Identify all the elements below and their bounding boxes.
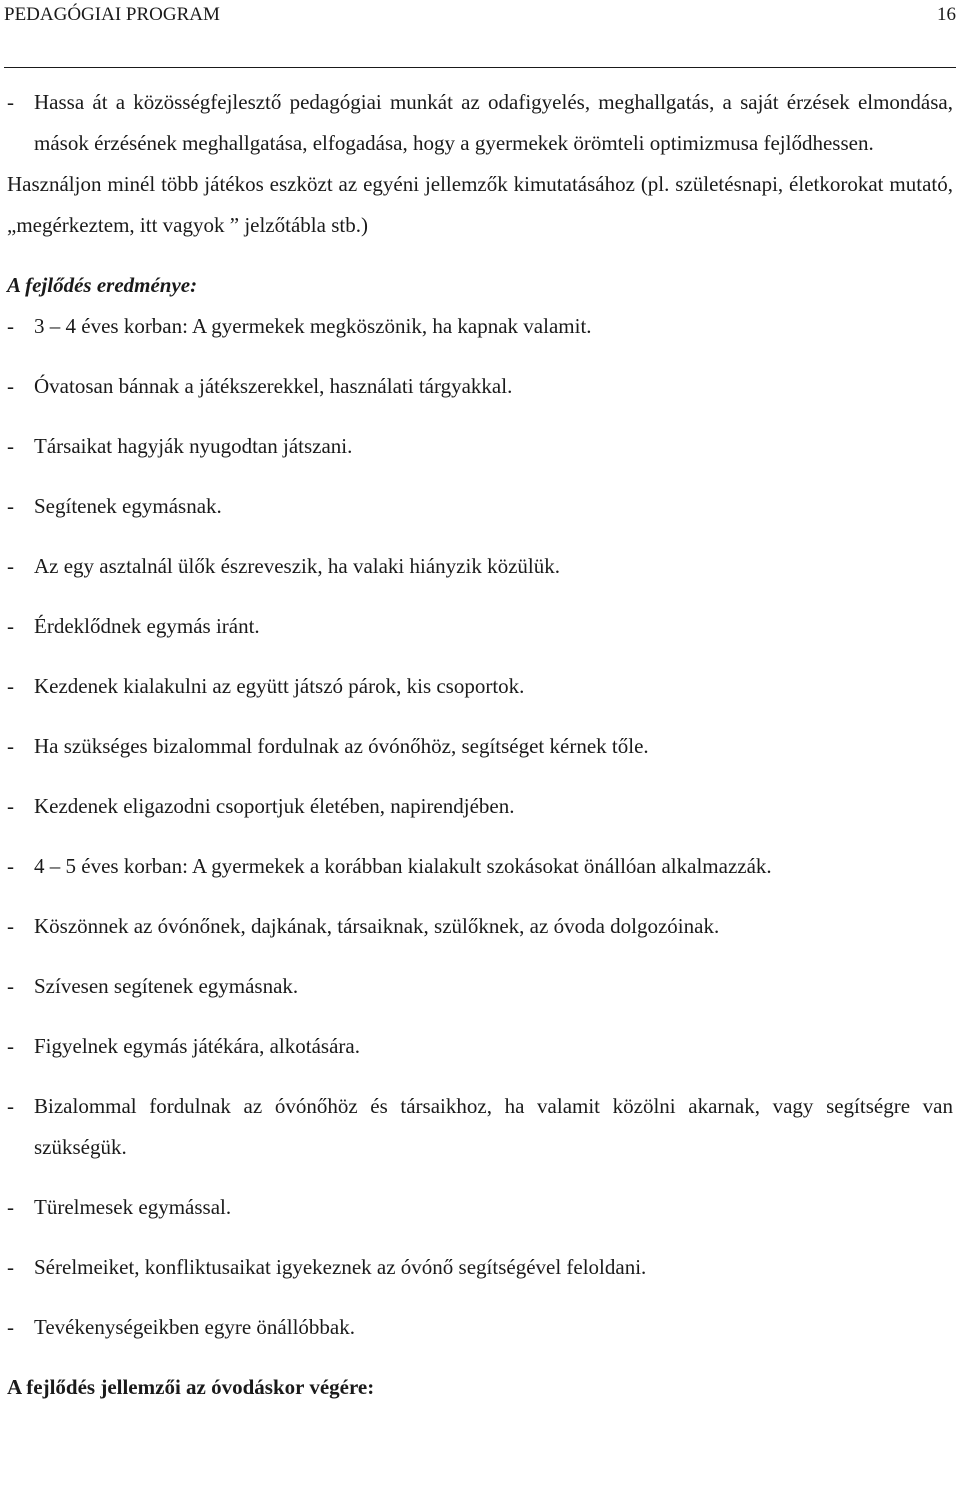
list-item-text: Segítenek egymásnak. <box>34 494 222 518</box>
section-heading-results: A fejlődés eredménye: <box>7 273 198 297</box>
list-bullet: - <box>7 1315 14 1339</box>
intro-paragraph: Használjon minél több játékos eszközt az egyéni jellemzők kimutatásához (pl. születésnapi, életkorokat mutató, „megérkeztem, itt vagyok ” jelzőtábla stb.) <box>7 172 953 237</box>
list-bullet: - <box>7 1034 14 1058</box>
list-item <box>7 606 953 647</box>
list-bullet: - <box>7 614 14 638</box>
list-bullet: - <box>7 90 14 114</box>
intro-list-item <box>7 82 953 164</box>
list-bullet: - <box>7 794 14 818</box>
document-body <box>7 82 953 1408</box>
list-item <box>7 846 953 887</box>
list-item-text: Szívesen segítenek egymásnak. <box>34 974 299 998</box>
header-title: PEDAGÓGIAI PROGRAM <box>4 4 220 25</box>
list-item <box>7 1187 953 1228</box>
list-item <box>7 366 953 407</box>
list-item-text: Köszönnek az óvónőnek, dajkának, társaiknak, szülőknek, az óvoda dolgozóinak. <box>34 914 720 938</box>
list-item <box>7 1026 953 1067</box>
list-bullet: - <box>7 494 14 518</box>
list-bullet: - <box>7 854 14 878</box>
list-item-text: 3 – 4 éves korban: A gyermekek megköszönik, ha kapnak valamit. <box>34 314 592 338</box>
list-item <box>7 1307 953 1348</box>
list-bullet: - <box>7 914 14 938</box>
list-bullet: - <box>7 434 14 458</box>
list-item <box>7 426 953 467</box>
list-bullet: - <box>7 554 14 578</box>
list-bullet: - <box>7 974 14 998</box>
header-rule <box>4 67 956 68</box>
list-bullet: - <box>7 1195 14 1219</box>
list-item-text: Érdeklődnek egymás iránt. <box>34 614 260 638</box>
list-item <box>7 1086 953 1168</box>
list-item <box>7 786 953 827</box>
page-header <box>4 4 956 26</box>
page-number: 16 <box>937 4 956 25</box>
list-bullet: - <box>7 314 14 338</box>
list-item-text: Ha szükséges bizalommal fordulnak az óvónőhöz, segítséget kérnek tőle. <box>34 734 649 758</box>
list-item-text: 4 – 5 éves korban: A gyermekek a korábban kialakult szokásokat önállóan alkalmazzák. <box>34 854 772 878</box>
list-bullet: - <box>7 1094 14 1118</box>
list-item-text: Kezdenek kialakulni az együtt játszó párok, kis csoportok. <box>34 674 525 698</box>
list-item <box>7 306 953 347</box>
list-item-text: Türelmesek egymással. <box>34 1195 232 1219</box>
list-item <box>7 906 953 947</box>
spacer <box>7 246 953 265</box>
list-item <box>7 726 953 767</box>
list-item-text: Az egy asztalnál ülők észreveszik, ha valaki hiányzik közülük. <box>34 554 560 578</box>
list-item-text: Kezdenek eligazodni csoportjuk életében, napirendjében. <box>34 794 515 818</box>
list-bullet: - <box>7 734 14 758</box>
list-item-text: Társaikat hagyják nyugodtan játszani. <box>34 434 353 458</box>
list-item <box>7 546 953 587</box>
list-item-text: Bizalommal fordulnak az óvónőhöz és társaikhoz, ha valamit közölni akarnak, vagy segítségre van szükségük. <box>34 1094 953 1159</box>
list-bullet: - <box>7 374 14 398</box>
list-bullet: - <box>7 674 14 698</box>
list-item <box>7 1247 953 1288</box>
section-heading-characteristics: A fejlődés jellemzői az óvodáskor végére: <box>7 1375 375 1399</box>
list-bullet: - <box>7 1255 14 1279</box>
list-item-text: Figyelnek egymás játékára, alkotására. <box>34 1034 360 1058</box>
intro-item-text: Hassa át a közösségfejlesztő pedagógiai munkát az odafigyelés, meghallgatás, a saját érzések elmondása, mások érzésének meghallgatása, elfogadása, hogy a gyermekek örömteli optimizmusa fejlődhessen. <box>34 90 953 155</box>
list-item <box>7 966 953 1007</box>
list-item <box>7 666 953 707</box>
results-list <box>7 306 953 1348</box>
list-item-text: Óvatosan bánnak a játékszerekkel, használati tárgyakkal. <box>34 374 513 398</box>
spacer <box>7 1348 953 1367</box>
list-item-text: Tevékenységeikben egyre önállóbbak. <box>34 1315 355 1339</box>
list-item-text: Sérelmeiket, konfliktusaikat igyekeznek az óvónő segítségével feloldani. <box>34 1255 647 1279</box>
list-item <box>7 486 953 527</box>
